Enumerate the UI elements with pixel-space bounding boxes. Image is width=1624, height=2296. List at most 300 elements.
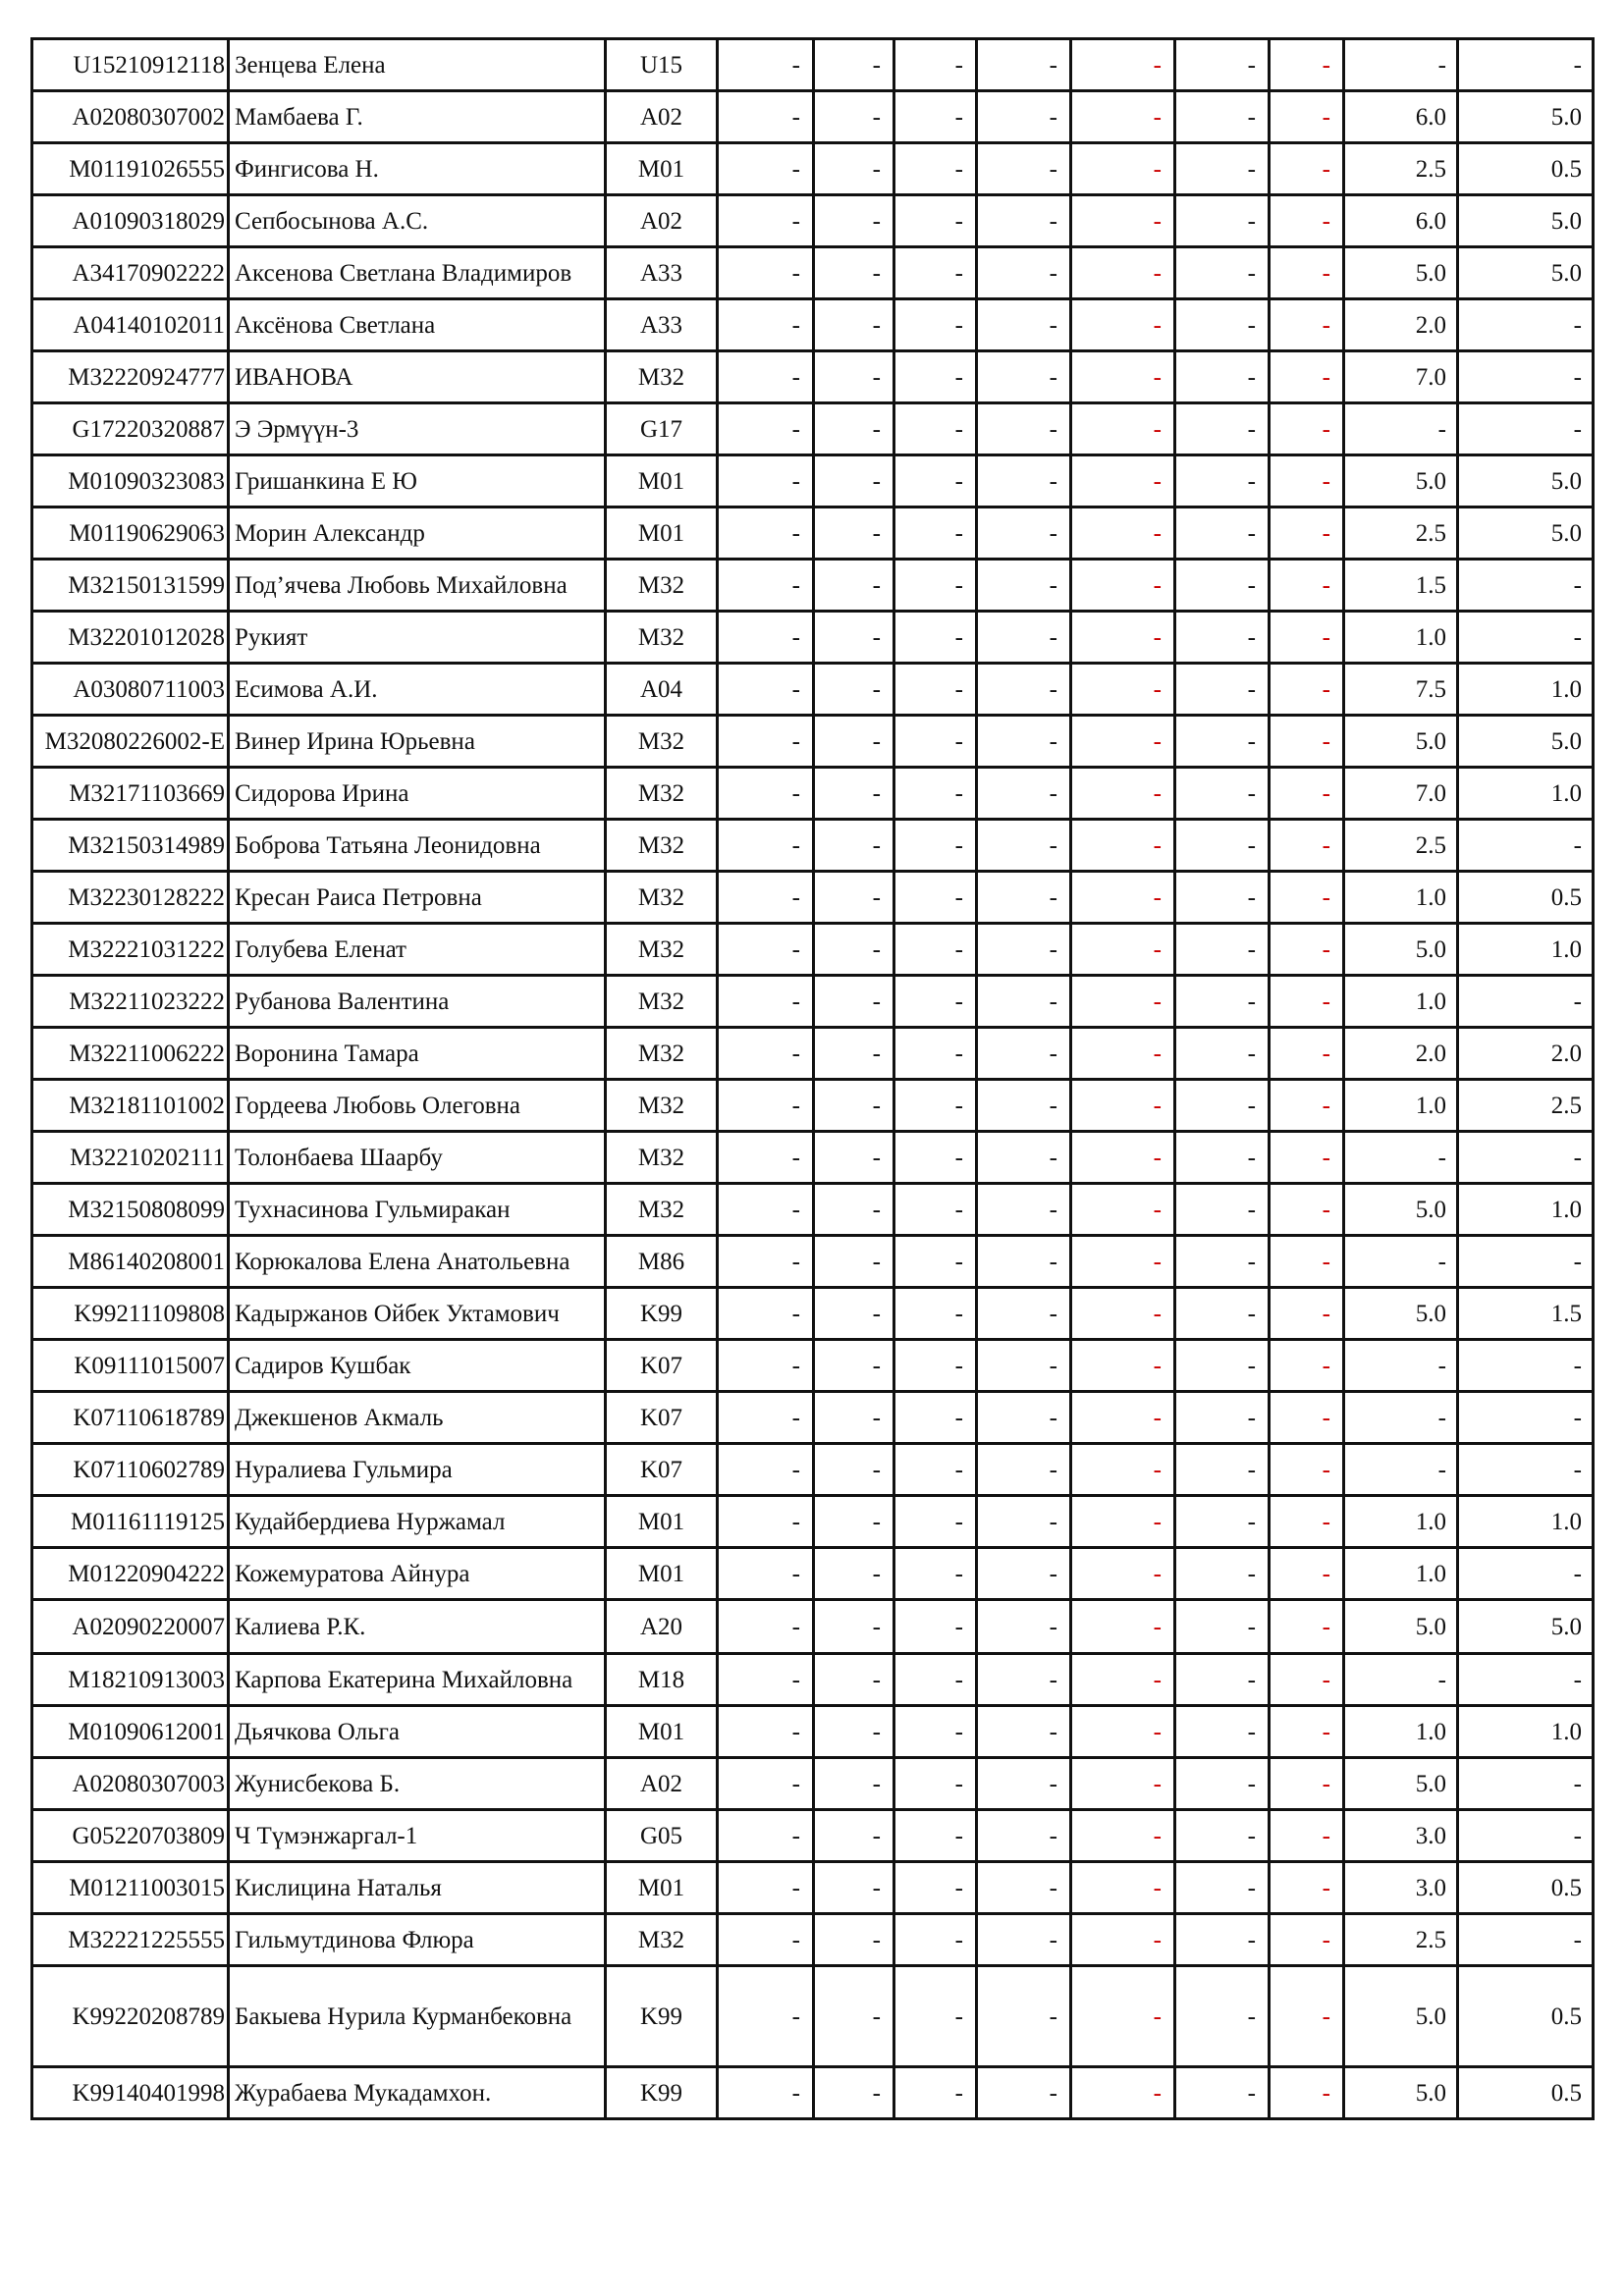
value-cell-2: 5.0 bbox=[1458, 91, 1594, 143]
red-dash-cell-5: - bbox=[1071, 1080, 1175, 1132]
dash-cell-3: - bbox=[894, 1236, 977, 1288]
participant-code-cell: A03080711003 bbox=[32, 664, 229, 716]
dash-cell-3: - bbox=[894, 247, 977, 299]
value-cell-2: 5.0 bbox=[1458, 455, 1594, 507]
red-dash-cell-5: - bbox=[1071, 351, 1175, 403]
table-row bbox=[32, 1496, 1594, 1548]
table-row bbox=[32, 1758, 1594, 1810]
red-dash-cell-7: - bbox=[1270, 2067, 1344, 2119]
dash-cell-4: - bbox=[977, 768, 1071, 820]
table-row bbox=[32, 820, 1594, 872]
dash-cell-2: - bbox=[814, 1392, 894, 1444]
dash-cell-3: - bbox=[894, 1862, 977, 1914]
value-cell-2: - bbox=[1458, 299, 1594, 351]
red-dash-cell-7: - bbox=[1270, 820, 1344, 872]
value-cell-2: - bbox=[1458, 1810, 1594, 1862]
dash-cell-1: - bbox=[718, 1236, 814, 1288]
dash-cell-3: - bbox=[894, 820, 977, 872]
participant-name-cell: Под’ячева Любовь Михайловна bbox=[229, 560, 606, 612]
section-code-cell: M32 bbox=[606, 716, 718, 768]
dash-cell-2: - bbox=[814, 1496, 894, 1548]
participant-name-cell: Фингисова Н. bbox=[229, 143, 606, 195]
red-dash-cell-5: - bbox=[1071, 2067, 1175, 2119]
value-cell-2: 5.0 bbox=[1458, 716, 1594, 768]
participant-name-cell: Гордеева Любовь Олеговна bbox=[229, 1080, 606, 1132]
participant-code-cell: K09111015007 bbox=[32, 1340, 229, 1392]
dash-cell-6: - bbox=[1175, 560, 1270, 612]
section-code-cell: M32 bbox=[606, 1914, 718, 1966]
dash-cell-1: - bbox=[718, 351, 814, 403]
dash-cell-6: - bbox=[1175, 1706, 1270, 1758]
value-cell-1: 1.0 bbox=[1344, 1706, 1458, 1758]
value-cell-1: 5.0 bbox=[1344, 1600, 1458, 1654]
participant-code-cell: M18210913003 bbox=[32, 1654, 229, 1706]
participant-name-cell: Сепбосынова А.С. bbox=[229, 195, 606, 247]
dash-cell-6: - bbox=[1175, 1132, 1270, 1184]
section-code-cell: M32 bbox=[606, 872, 718, 924]
dash-cell-2: - bbox=[814, 299, 894, 351]
section-code-cell: M32 bbox=[606, 976, 718, 1028]
value-cell-1: 2.5 bbox=[1344, 507, 1458, 560]
value-cell-1: 5.0 bbox=[1344, 924, 1458, 976]
value-cell-2: - bbox=[1458, 1654, 1594, 1706]
dash-cell-3: - bbox=[894, 195, 977, 247]
table-row bbox=[32, 872, 1594, 924]
table-row bbox=[32, 1862, 1594, 1914]
participant-name-cell: Гришанкина Е Ю bbox=[229, 455, 606, 507]
dash-cell-6: - bbox=[1175, 299, 1270, 351]
value-cell-2: 5.0 bbox=[1458, 195, 1594, 247]
participant-name-cell: Морин Александр bbox=[229, 507, 606, 560]
dash-cell-6: - bbox=[1175, 351, 1270, 403]
dash-cell-6: - bbox=[1175, 664, 1270, 716]
value-cell-2: - bbox=[1458, 1758, 1594, 1810]
red-dash-cell-7: - bbox=[1270, 1758, 1344, 1810]
dash-cell-4: - bbox=[977, 1496, 1071, 1548]
dash-cell-6: - bbox=[1175, 1080, 1270, 1132]
dash-cell-3: - bbox=[894, 716, 977, 768]
value-cell-2: 5.0 bbox=[1458, 1600, 1594, 1654]
section-code-cell: M01 bbox=[606, 143, 718, 195]
value-cell-2: - bbox=[1458, 1340, 1594, 1392]
participant-code-cell: K99211109808 bbox=[32, 1288, 229, 1340]
dash-cell-4: - bbox=[977, 1758, 1071, 1810]
dash-cell-3: - bbox=[894, 143, 977, 195]
red-dash-cell-7: - bbox=[1270, 1236, 1344, 1288]
table-row bbox=[32, 91, 1594, 143]
dash-cell-1: - bbox=[718, 195, 814, 247]
table-row bbox=[32, 351, 1594, 403]
participant-code-cell: A02090220007 bbox=[32, 1600, 229, 1654]
red-dash-cell-7: - bbox=[1270, 1132, 1344, 1184]
dash-cell-4: - bbox=[977, 1810, 1071, 1862]
table-row bbox=[32, 1028, 1594, 1080]
red-dash-cell-5: - bbox=[1071, 1444, 1175, 1496]
participant-name-cell: Голубева Еленат bbox=[229, 924, 606, 976]
participant-name-cell: Карпова Екатерина Михайловна bbox=[229, 1654, 606, 1706]
value-cell-2: 1.0 bbox=[1458, 664, 1594, 716]
dash-cell-3: - bbox=[894, 507, 977, 560]
dash-cell-6: - bbox=[1175, 1496, 1270, 1548]
participant-code-cell: A02080307002 bbox=[32, 91, 229, 143]
participant-code-cell: A04140102011 bbox=[32, 299, 229, 351]
participant-code-cell: M86140208001 bbox=[32, 1236, 229, 1288]
value-cell-2: - bbox=[1458, 39, 1594, 91]
dash-cell-1: - bbox=[718, 2067, 814, 2119]
dash-cell-4: - bbox=[977, 1706, 1071, 1758]
value-cell-1: 1.5 bbox=[1344, 560, 1458, 612]
dash-cell-3: - bbox=[894, 1392, 977, 1444]
dash-cell-3: - bbox=[894, 299, 977, 351]
dash-cell-4: - bbox=[977, 1548, 1071, 1600]
value-cell-2: 5.0 bbox=[1458, 247, 1594, 299]
dash-cell-3: - bbox=[894, 1132, 977, 1184]
red-dash-cell-7: - bbox=[1270, 143, 1344, 195]
table-row bbox=[32, 403, 1594, 455]
dash-cell-6: - bbox=[1175, 39, 1270, 91]
dash-cell-2: - bbox=[814, 1444, 894, 1496]
dash-cell-6: - bbox=[1175, 195, 1270, 247]
red-dash-cell-7: - bbox=[1270, 1496, 1344, 1548]
value-cell-1: 7.5 bbox=[1344, 664, 1458, 716]
participant-name-cell: Ч Түмэнжаргал-1 bbox=[229, 1810, 606, 1862]
red-dash-cell-5: - bbox=[1071, 1706, 1175, 1758]
dash-cell-4: - bbox=[977, 39, 1071, 91]
dash-cell-2: - bbox=[814, 1028, 894, 1080]
dash-cell-4: - bbox=[977, 1028, 1071, 1080]
dash-cell-6: - bbox=[1175, 1444, 1270, 1496]
participant-name-cell: Кадыржанов Ойбек Уктамович bbox=[229, 1288, 606, 1340]
value-cell-2: 0.5 bbox=[1458, 872, 1594, 924]
red-dash-cell-7: - bbox=[1270, 612, 1344, 664]
dash-cell-2: - bbox=[814, 455, 894, 507]
table-row bbox=[32, 455, 1594, 507]
red-dash-cell-5: - bbox=[1071, 768, 1175, 820]
section-code-cell: M18 bbox=[606, 1654, 718, 1706]
section-code-cell: A04 bbox=[606, 664, 718, 716]
participant-name-cell: Жунисбекова Б. bbox=[229, 1758, 606, 1810]
section-code-cell: A02 bbox=[606, 91, 718, 143]
participant-code-cell: M32220924777 bbox=[32, 351, 229, 403]
dash-cell-4: - bbox=[977, 247, 1071, 299]
table-row bbox=[32, 1184, 1594, 1236]
dash-cell-1: - bbox=[718, 1706, 814, 1758]
dash-cell-1: - bbox=[718, 1914, 814, 1966]
dash-cell-3: - bbox=[894, 1444, 977, 1496]
dash-cell-4: - bbox=[977, 664, 1071, 716]
value-cell-1: 3.0 bbox=[1344, 1862, 1458, 1914]
section-code-cell: M32 bbox=[606, 1132, 718, 1184]
dash-cell-4: - bbox=[977, 1444, 1071, 1496]
red-dash-cell-7: - bbox=[1270, 1080, 1344, 1132]
value-cell-2: - bbox=[1458, 1132, 1594, 1184]
value-cell-2: - bbox=[1458, 820, 1594, 872]
value-cell-1: 5.0 bbox=[1344, 1184, 1458, 1236]
table-row bbox=[32, 2067, 1594, 2119]
table-row bbox=[32, 39, 1594, 91]
participant-name-cell: Джекшенов Акмаль bbox=[229, 1392, 606, 1444]
dash-cell-6: - bbox=[1175, 2067, 1270, 2119]
table-row bbox=[32, 1288, 1594, 1340]
dash-cell-1: - bbox=[718, 299, 814, 351]
table-row bbox=[32, 1080, 1594, 1132]
dash-cell-1: - bbox=[718, 39, 814, 91]
red-dash-cell-5: - bbox=[1071, 1236, 1175, 1288]
participant-code-cell: G05220703809 bbox=[32, 1810, 229, 1862]
value-cell-2: - bbox=[1458, 1548, 1594, 1600]
dash-cell-2: - bbox=[814, 1914, 894, 1966]
dash-cell-2: - bbox=[814, 976, 894, 1028]
red-dash-cell-5: - bbox=[1071, 1600, 1175, 1654]
dash-cell-6: - bbox=[1175, 976, 1270, 1028]
section-code-cell: M32 bbox=[606, 820, 718, 872]
table-row bbox=[32, 1340, 1594, 1392]
dash-cell-3: - bbox=[894, 1548, 977, 1600]
table-row bbox=[32, 1810, 1594, 1862]
dash-cell-4: - bbox=[977, 403, 1071, 455]
dash-cell-6: - bbox=[1175, 1810, 1270, 1862]
dash-cell-3: - bbox=[894, 976, 977, 1028]
dash-cell-4: - bbox=[977, 560, 1071, 612]
red-dash-cell-5: - bbox=[1071, 455, 1175, 507]
dash-cell-6: - bbox=[1175, 1758, 1270, 1810]
participant-code-cell: M32150314989 bbox=[32, 820, 229, 872]
dash-cell-3: - bbox=[894, 1654, 977, 1706]
dash-cell-6: - bbox=[1175, 1028, 1270, 1080]
value-cell-1: 2.5 bbox=[1344, 143, 1458, 195]
participant-code-cell: M01191026555 bbox=[32, 143, 229, 195]
dash-cell-6: - bbox=[1175, 872, 1270, 924]
value-cell-1: 1.0 bbox=[1344, 872, 1458, 924]
red-dash-cell-5: - bbox=[1071, 247, 1175, 299]
red-dash-cell-5: - bbox=[1071, 976, 1175, 1028]
red-dash-cell-7: - bbox=[1270, 664, 1344, 716]
dash-cell-6: - bbox=[1175, 1654, 1270, 1706]
dash-cell-3: - bbox=[894, 1184, 977, 1236]
participant-code-cell: M32181101002 bbox=[32, 1080, 229, 1132]
participant-name-cell: Дьячкова Ольга bbox=[229, 1706, 606, 1758]
section-code-cell: K99 bbox=[606, 1966, 718, 2067]
red-dash-cell-5: - bbox=[1071, 1966, 1175, 2067]
value-cell-2: - bbox=[1458, 1444, 1594, 1496]
dash-cell-1: - bbox=[718, 143, 814, 195]
red-dash-cell-5: - bbox=[1071, 1288, 1175, 1340]
dash-cell-6: - bbox=[1175, 247, 1270, 299]
value-cell-2: 5.0 bbox=[1458, 507, 1594, 560]
dash-cell-4: - bbox=[977, 820, 1071, 872]
participant-name-cell: Боброва Татьяна Леонидовна bbox=[229, 820, 606, 872]
dash-cell-1: - bbox=[718, 507, 814, 560]
participant-code-cell: K99220208789 bbox=[32, 1966, 229, 2067]
participant-name-cell: Кислицина Наталья bbox=[229, 1862, 606, 1914]
dash-cell-4: - bbox=[977, 1392, 1071, 1444]
section-code-cell: M01 bbox=[606, 1496, 718, 1548]
red-dash-cell-5: - bbox=[1071, 1914, 1175, 1966]
participant-name-cell: Калиева Р.К. bbox=[229, 1600, 606, 1654]
dash-cell-1: - bbox=[718, 455, 814, 507]
section-code-cell: U15 bbox=[606, 39, 718, 91]
value-cell-2: 1.0 bbox=[1458, 924, 1594, 976]
red-dash-cell-5: - bbox=[1071, 664, 1175, 716]
red-dash-cell-7: - bbox=[1270, 1862, 1344, 1914]
dash-cell-3: - bbox=[894, 1966, 977, 2067]
red-dash-cell-5: - bbox=[1071, 872, 1175, 924]
section-code-cell: M32 bbox=[606, 768, 718, 820]
dash-cell-2: - bbox=[814, 1080, 894, 1132]
dash-cell-1: - bbox=[718, 1444, 814, 1496]
dash-cell-6: - bbox=[1175, 1288, 1270, 1340]
dash-cell-4: - bbox=[977, 1862, 1071, 1914]
dash-cell-1: - bbox=[718, 560, 814, 612]
dash-cell-3: - bbox=[894, 2067, 977, 2119]
value-cell-1: 7.0 bbox=[1344, 768, 1458, 820]
red-dash-cell-7: - bbox=[1270, 924, 1344, 976]
dash-cell-2: - bbox=[814, 1810, 894, 1862]
red-dash-cell-5: - bbox=[1071, 1132, 1175, 1184]
participant-code-cell: M32201012028 bbox=[32, 612, 229, 664]
red-dash-cell-5: - bbox=[1071, 612, 1175, 664]
dash-cell-3: - bbox=[894, 768, 977, 820]
dash-cell-2: - bbox=[814, 1548, 894, 1600]
dash-cell-2: - bbox=[814, 1706, 894, 1758]
value-cell-2: 0.5 bbox=[1458, 1862, 1594, 1914]
dash-cell-6: - bbox=[1175, 924, 1270, 976]
section-code-cell: K07 bbox=[606, 1340, 718, 1392]
dash-cell-4: - bbox=[977, 716, 1071, 768]
participant-name-cell: Э Эрмүүн-3 bbox=[229, 403, 606, 455]
dash-cell-1: - bbox=[718, 1758, 814, 1810]
table-row bbox=[32, 247, 1594, 299]
dash-cell-1: - bbox=[718, 1288, 814, 1340]
participant-code-cell: M32221225555 bbox=[32, 1914, 229, 1966]
dash-cell-2: - bbox=[814, 247, 894, 299]
dash-cell-4: - bbox=[977, 1966, 1071, 2067]
red-dash-cell-5: - bbox=[1071, 1392, 1175, 1444]
participant-name-cell: ИВАНОВА bbox=[229, 351, 606, 403]
table-row bbox=[32, 299, 1594, 351]
table-row bbox=[32, 1600, 1594, 1654]
dash-cell-1: - bbox=[718, 1080, 814, 1132]
dash-cell-6: - bbox=[1175, 1340, 1270, 1392]
red-dash-cell-5: - bbox=[1071, 716, 1175, 768]
table-row bbox=[32, 924, 1594, 976]
table-row bbox=[32, 1654, 1594, 1706]
dash-cell-3: - bbox=[894, 1496, 977, 1548]
red-dash-cell-7: - bbox=[1270, 872, 1344, 924]
section-code-cell: M86 bbox=[606, 1236, 718, 1288]
participant-code-cell: M32150131599 bbox=[32, 560, 229, 612]
value-cell-2: - bbox=[1458, 403, 1594, 455]
red-dash-cell-7: - bbox=[1270, 716, 1344, 768]
red-dash-cell-5: - bbox=[1071, 91, 1175, 143]
dash-cell-6: - bbox=[1175, 716, 1270, 768]
dash-cell-2: - bbox=[814, 1340, 894, 1392]
dash-cell-3: - bbox=[894, 1810, 977, 1862]
value-cell-1: 5.0 bbox=[1344, 1288, 1458, 1340]
dash-cell-1: - bbox=[718, 403, 814, 455]
red-dash-cell-5: - bbox=[1071, 507, 1175, 560]
participant-name-cell: Аксёнова Светлана bbox=[229, 299, 606, 351]
table-row bbox=[32, 716, 1594, 768]
dash-cell-2: - bbox=[814, 1236, 894, 1288]
dash-cell-3: - bbox=[894, 924, 977, 976]
red-dash-cell-7: - bbox=[1270, 1184, 1344, 1236]
value-cell-2: - bbox=[1458, 1236, 1594, 1288]
dash-cell-2: - bbox=[814, 716, 894, 768]
value-cell-1: 5.0 bbox=[1344, 716, 1458, 768]
red-dash-cell-7: - bbox=[1270, 1966, 1344, 2067]
value-cell-2: 0.5 bbox=[1458, 1966, 1594, 2067]
red-dash-cell-5: - bbox=[1071, 1184, 1175, 1236]
participant-code-cell: M01190629063 bbox=[32, 507, 229, 560]
value-cell-1: 2.0 bbox=[1344, 299, 1458, 351]
participant-code-cell: M32211006222 bbox=[32, 1028, 229, 1080]
dash-cell-2: - bbox=[814, 403, 894, 455]
section-code-cell: A02 bbox=[606, 1758, 718, 1810]
dash-cell-1: - bbox=[718, 1496, 814, 1548]
dash-cell-1: - bbox=[718, 91, 814, 143]
red-dash-cell-7: - bbox=[1270, 1914, 1344, 1966]
value-cell-1: - bbox=[1344, 1340, 1458, 1392]
value-cell-1: 5.0 bbox=[1344, 2067, 1458, 2119]
participant-name-cell: Рукият bbox=[229, 612, 606, 664]
table-row bbox=[32, 1966, 1594, 2067]
table-row bbox=[32, 507, 1594, 560]
value-cell-2: 2.0 bbox=[1458, 1028, 1594, 1080]
dash-cell-2: - bbox=[814, 1600, 894, 1654]
dash-cell-4: - bbox=[977, 351, 1071, 403]
table-row bbox=[32, 664, 1594, 716]
dash-cell-3: - bbox=[894, 455, 977, 507]
dash-cell-4: - bbox=[977, 1600, 1071, 1654]
participant-name-cell: Мамбаева Г. bbox=[229, 91, 606, 143]
value-cell-2: - bbox=[1458, 351, 1594, 403]
dash-cell-2: - bbox=[814, 143, 894, 195]
participant-name-cell: Кудайбердиева Нуржамал bbox=[229, 1496, 606, 1548]
participant-name-cell: Рубанова Валентина bbox=[229, 976, 606, 1028]
red-dash-cell-7: - bbox=[1270, 351, 1344, 403]
section-code-cell: M01 bbox=[606, 455, 718, 507]
value-cell-2: - bbox=[1458, 976, 1594, 1028]
dash-cell-4: - bbox=[977, 507, 1071, 560]
section-code-cell: K07 bbox=[606, 1444, 718, 1496]
participant-name-cell: Винер Ирина Юрьевна bbox=[229, 716, 606, 768]
table-body bbox=[32, 39, 1594, 2119]
section-code-cell: M01 bbox=[606, 1548, 718, 1600]
dash-cell-6: - bbox=[1175, 820, 1270, 872]
dash-cell-3: - bbox=[894, 560, 977, 612]
red-dash-cell-7: - bbox=[1270, 560, 1344, 612]
table-row bbox=[32, 1706, 1594, 1758]
value-cell-1: 6.0 bbox=[1344, 195, 1458, 247]
value-cell-1: 7.0 bbox=[1344, 351, 1458, 403]
participant-code-cell: M01090612001 bbox=[32, 1706, 229, 1758]
red-dash-cell-7: - bbox=[1270, 1654, 1344, 1706]
dash-cell-1: - bbox=[718, 716, 814, 768]
participant-name-cell: Воронина Тамара bbox=[229, 1028, 606, 1080]
participant-code-cell: M01161119125 bbox=[32, 1496, 229, 1548]
red-dash-cell-7: - bbox=[1270, 1548, 1344, 1600]
value-cell-1: 6.0 bbox=[1344, 91, 1458, 143]
red-dash-cell-5: - bbox=[1071, 1862, 1175, 1914]
dash-cell-4: - bbox=[977, 1184, 1071, 1236]
dash-cell-6: - bbox=[1175, 1236, 1270, 1288]
dash-cell-1: - bbox=[718, 1184, 814, 1236]
value-cell-2: 1.5 bbox=[1458, 1288, 1594, 1340]
dash-cell-4: - bbox=[977, 2067, 1071, 2119]
dash-cell-3: - bbox=[894, 1914, 977, 1966]
table-row bbox=[32, 1132, 1594, 1184]
